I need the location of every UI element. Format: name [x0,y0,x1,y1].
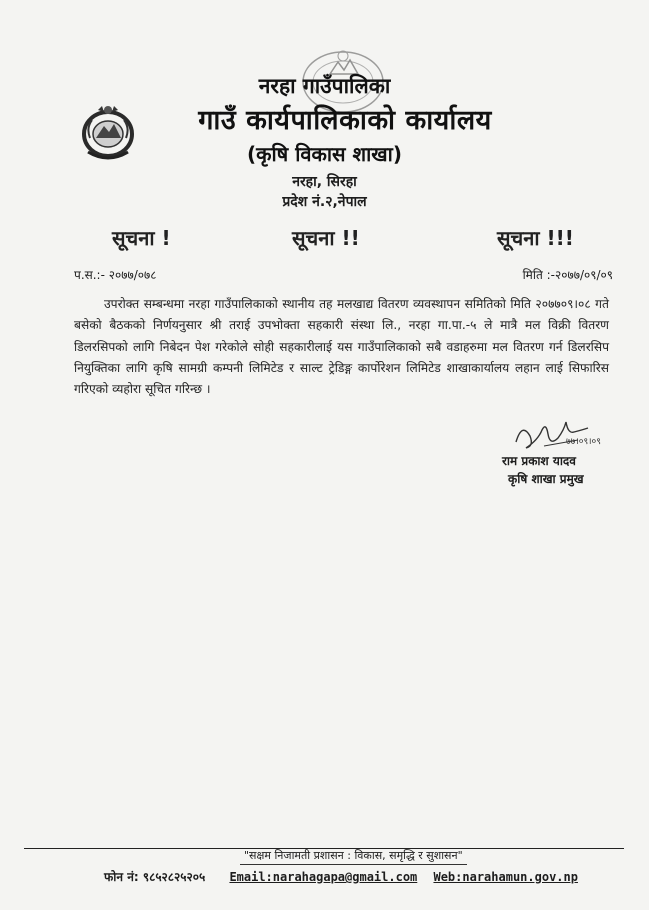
notice-heading: सूचना ! [112,226,171,250]
issue-date: मिति :-२०७७/०९/०९ [522,268,613,282]
branch-name: (कृषि विकास शाखा) [247,142,402,166]
svg-text:७७।०९।०९: ७७।०९।०९ [566,437,601,447]
footer-email-link[interactable]: Email:narahagapa@gmail.com [229,870,418,884]
province-line: प्रदेश नं.२,नेपाल [282,194,367,210]
notice-heading: सूचना !! [292,226,360,250]
footer-motto: "सक्षम निजामती प्रशासन : विकास, समृद्धि र सुशासन" [240,848,467,865]
signature-mark [508,412,608,456]
reference-number: प.स.:- २०७७/०७८ [74,268,157,282]
municipality-name: नरहा गाउँपालिका [258,74,391,98]
office-location: नरहा, सिरहा [292,174,357,190]
signatory-title: कृषि शाखा प्रमुख [508,472,584,486]
notice-body: उपरोक्त सम्बन्धमा नरहा गाउँपालिकाको स्थानीय तह मलखाद्य वितरण व्यवस्थापन समितिको मिति २०७७०९।०८ गते बसेको बैठकको निर्णयनुसार श्री तराई उपभोक्ता सहकारी संस्था लि., नरहा गा.पा.-५ ले मात्रै मल विक्री वितरण डिलरसिपको लागि निबेदन पेश गरेकोले सोही सहकारीलाई यस गाउँपालिकाको सबै वडाहरुमा मल वितरण गर्न डिलरसिप नियुक्तिका लागि कृषि सामग्री कम्पनी लिमिटेड र साल्ट ट्रेडिङ्ग कार्पोरेशन लिमिटेड शाखाकार्यालय लहान लाई सिफारिस गरिएको व्यहोरा सूचित गरिन्छ । [74,297,609,397]
office-title: गाउँ कार्यपालिकाको कार्यालय [198,105,492,136]
footer-web-link[interactable]: Web:narahamun.gov.np [433,870,578,884]
footer-phone: फोन नं: ९८५२८२५२०५ [104,870,206,884]
signatory-name: राम प्रकाश यादव [502,454,576,468]
footer-contact [104,868,578,885]
notice-heading: सूचना !!! [497,226,574,250]
